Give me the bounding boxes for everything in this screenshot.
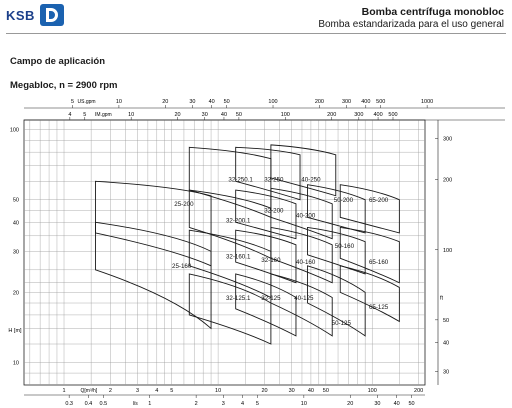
h-m-tick-label: 50 bbox=[12, 197, 19, 204]
ls-tick-label: 0.3 bbox=[65, 401, 73, 407]
us-gpm-tick-label: 20 bbox=[162, 99, 169, 105]
pump-label-50-160: 50-160 bbox=[334, 243, 355, 251]
ft-tick-label: 30 bbox=[443, 369, 450, 376]
ls-tick-label: 1 bbox=[148, 401, 152, 407]
ft-tick-label: 50 bbox=[443, 317, 450, 324]
h-m-tick-label: 30 bbox=[12, 249, 19, 256]
h-m-tick-label: 40 bbox=[12, 220, 19, 227]
q-m3h-tick-label: 100 bbox=[367, 388, 377, 394]
ls-tick-label: 4 bbox=[240, 401, 245, 407]
q-m3h-tick-label: 20 bbox=[261, 388, 268, 394]
im-gpm-tick-label: 10 bbox=[128, 112, 135, 118]
ft-tick-label: 200 bbox=[443, 177, 453, 184]
pump-label-40-250: 40-250 bbox=[301, 176, 321, 184]
pump-label-65-125: 65-125 bbox=[368, 303, 389, 311]
us-gpm-tick-label: 500 bbox=[376, 99, 386, 105]
us-gpm-tick-label: 300 bbox=[341, 99, 352, 105]
q-m3h-tick-label: 1 bbox=[62, 388, 66, 394]
im-gpm-axis-label: IM.gpm bbox=[95, 112, 112, 118]
pump-label-32-250: 32-250 bbox=[264, 176, 284, 184]
pump-label-32-250.1: 32-250.1 bbox=[228, 176, 253, 184]
ft-tick-label: 300 bbox=[443, 136, 453, 143]
im-gpm-tick-label: 200 bbox=[327, 112, 337, 118]
pump-label-32-125.1: 32-125.1 bbox=[225, 295, 251, 303]
im-gpm-tick-label: 4 bbox=[68, 112, 72, 118]
pump-label-50-125: 50-125 bbox=[331, 319, 351, 327]
pump-label-40-125: 40-125 bbox=[294, 295, 314, 303]
pump-label-65-200: 65-200 bbox=[368, 196, 389, 204]
ls-tick-label: 10 bbox=[300, 401, 307, 407]
pump-range-25-200 bbox=[95, 181, 211, 266]
pump-label-65-160: 65-160 bbox=[368, 258, 389, 266]
q-m3h-tick-label: 3 bbox=[136, 388, 140, 394]
logo-wordmark: KSB bbox=[6, 8, 35, 23]
pump-range-50-200 bbox=[307, 185, 365, 233]
q-m3h-tick-label: 2 bbox=[108, 388, 112, 394]
us-gpm-tick-label: 400 bbox=[361, 99, 371, 105]
us-gpm-tick-label: 5 bbox=[70, 99, 75, 105]
im-gpm-tick-label: 5 bbox=[83, 112, 87, 118]
q-m3h-axis-label: Q[m³/h] bbox=[80, 388, 98, 394]
im-gpm-tick-label: 300 bbox=[354, 112, 364, 118]
us-gpm-tick-label: 200 bbox=[314, 99, 325, 105]
pump-range-32-160.1 bbox=[189, 230, 271, 297]
ls-tick-label: 0.4 bbox=[84, 401, 93, 407]
pump-label-32-200.1: 32-200.1 bbox=[225, 217, 251, 225]
ls-tick-label: 3 bbox=[221, 401, 225, 407]
pump-range-32-125 bbox=[236, 274, 296, 336]
ls-tick-label: 0.5 bbox=[99, 401, 108, 407]
im-gpm-tick-label: 400 bbox=[373, 112, 383, 118]
ls-tick-label: 2 bbox=[194, 401, 198, 407]
us-gpm-tick-label: 50 bbox=[223, 99, 230, 105]
ls-tick-label: 50 bbox=[408, 401, 415, 407]
h-m-axis-label: H [m] bbox=[8, 328, 22, 335]
ft-tick-label: 100 bbox=[443, 247, 453, 254]
im-gpm-tick-label: 500 bbox=[388, 112, 398, 118]
pump-label-25-200: 25-200 bbox=[174, 200, 194, 208]
pump-range-32-125.1 bbox=[189, 274, 271, 344]
ls-tick-label: 30 bbox=[374, 401, 381, 407]
pump-label-32-125: 32-125 bbox=[261, 295, 281, 303]
us-gpm-tick-label: 100 bbox=[268, 99, 278, 105]
ls-tick-label: 40 bbox=[393, 401, 400, 407]
h-m-tick-label: 10 bbox=[12, 360, 19, 367]
us-gpm-axis-label: US.gpm bbox=[77, 99, 96, 105]
q-m3h-tick-label: 4 bbox=[155, 388, 159, 394]
pump-label-50-200: 50-200 bbox=[333, 196, 354, 204]
h-m-tick-label: 20 bbox=[12, 290, 19, 297]
ft-tick-label: 40 bbox=[443, 340, 450, 347]
h-m-tick-label: 100 bbox=[9, 127, 19, 134]
pump-range-50-160 bbox=[307, 227, 365, 273]
pump-label-40-160: 40-160 bbox=[296, 258, 316, 266]
section-heading: Campo de aplicación bbox=[10, 56, 106, 67]
im-gpm-tick-label: 50 bbox=[235, 112, 242, 118]
pump-label-32-200: 32-200 bbox=[264, 207, 284, 215]
ls-tick-label: 20 bbox=[347, 401, 354, 407]
us-gpm-tick-label: 40 bbox=[208, 99, 215, 105]
section-subheading: Megabloc, n = 2900 rpm bbox=[10, 80, 118, 91]
q-m3h-tick-label: 30 bbox=[288, 388, 295, 394]
q-m3h-tick-label: 10 bbox=[215, 388, 222, 394]
page-subtitle: Bomba estandarizada para el uso general bbox=[318, 19, 504, 30]
q-m3h-tick-label: 5 bbox=[170, 388, 174, 394]
us-gpm-tick-label: 1000 bbox=[421, 99, 434, 105]
ft-axis-label: ft bbox=[440, 295, 444, 302]
pump-label-40-200: 40-200 bbox=[296, 212, 316, 220]
us-gpm-tick-label: 30 bbox=[189, 99, 196, 105]
im-gpm-tick-label: 40 bbox=[220, 112, 228, 118]
pump-range-65-200 bbox=[340, 185, 399, 233]
im-gpm-tick-label: 20 bbox=[174, 112, 181, 118]
pump-range-65-125 bbox=[340, 266, 399, 322]
im-gpm-tick-label: 100 bbox=[280, 112, 290, 118]
q-m3h-tick-label: 40 bbox=[307, 388, 314, 394]
pump-label-25-160: 25-160 bbox=[172, 262, 192, 270]
page-title: Bomba centrífuga monobloc bbox=[361, 6, 504, 18]
pump-label-32-160: 32-160 bbox=[261, 257, 281, 265]
q-m3h-tick-label: 200 bbox=[414, 388, 424, 394]
im-gpm-tick-label: 30 bbox=[201, 112, 208, 118]
us-gpm-tick-label: 10 bbox=[115, 99, 122, 105]
pump-label-32-160.1: 32-160.1 bbox=[225, 253, 251, 261]
q-m3h-tick-label: 50 bbox=[322, 388, 329, 394]
pump-range-40-125 bbox=[271, 274, 332, 336]
ls-tick-label: 5 bbox=[255, 401, 259, 407]
ls-axis-label: l/s bbox=[132, 401, 138, 407]
